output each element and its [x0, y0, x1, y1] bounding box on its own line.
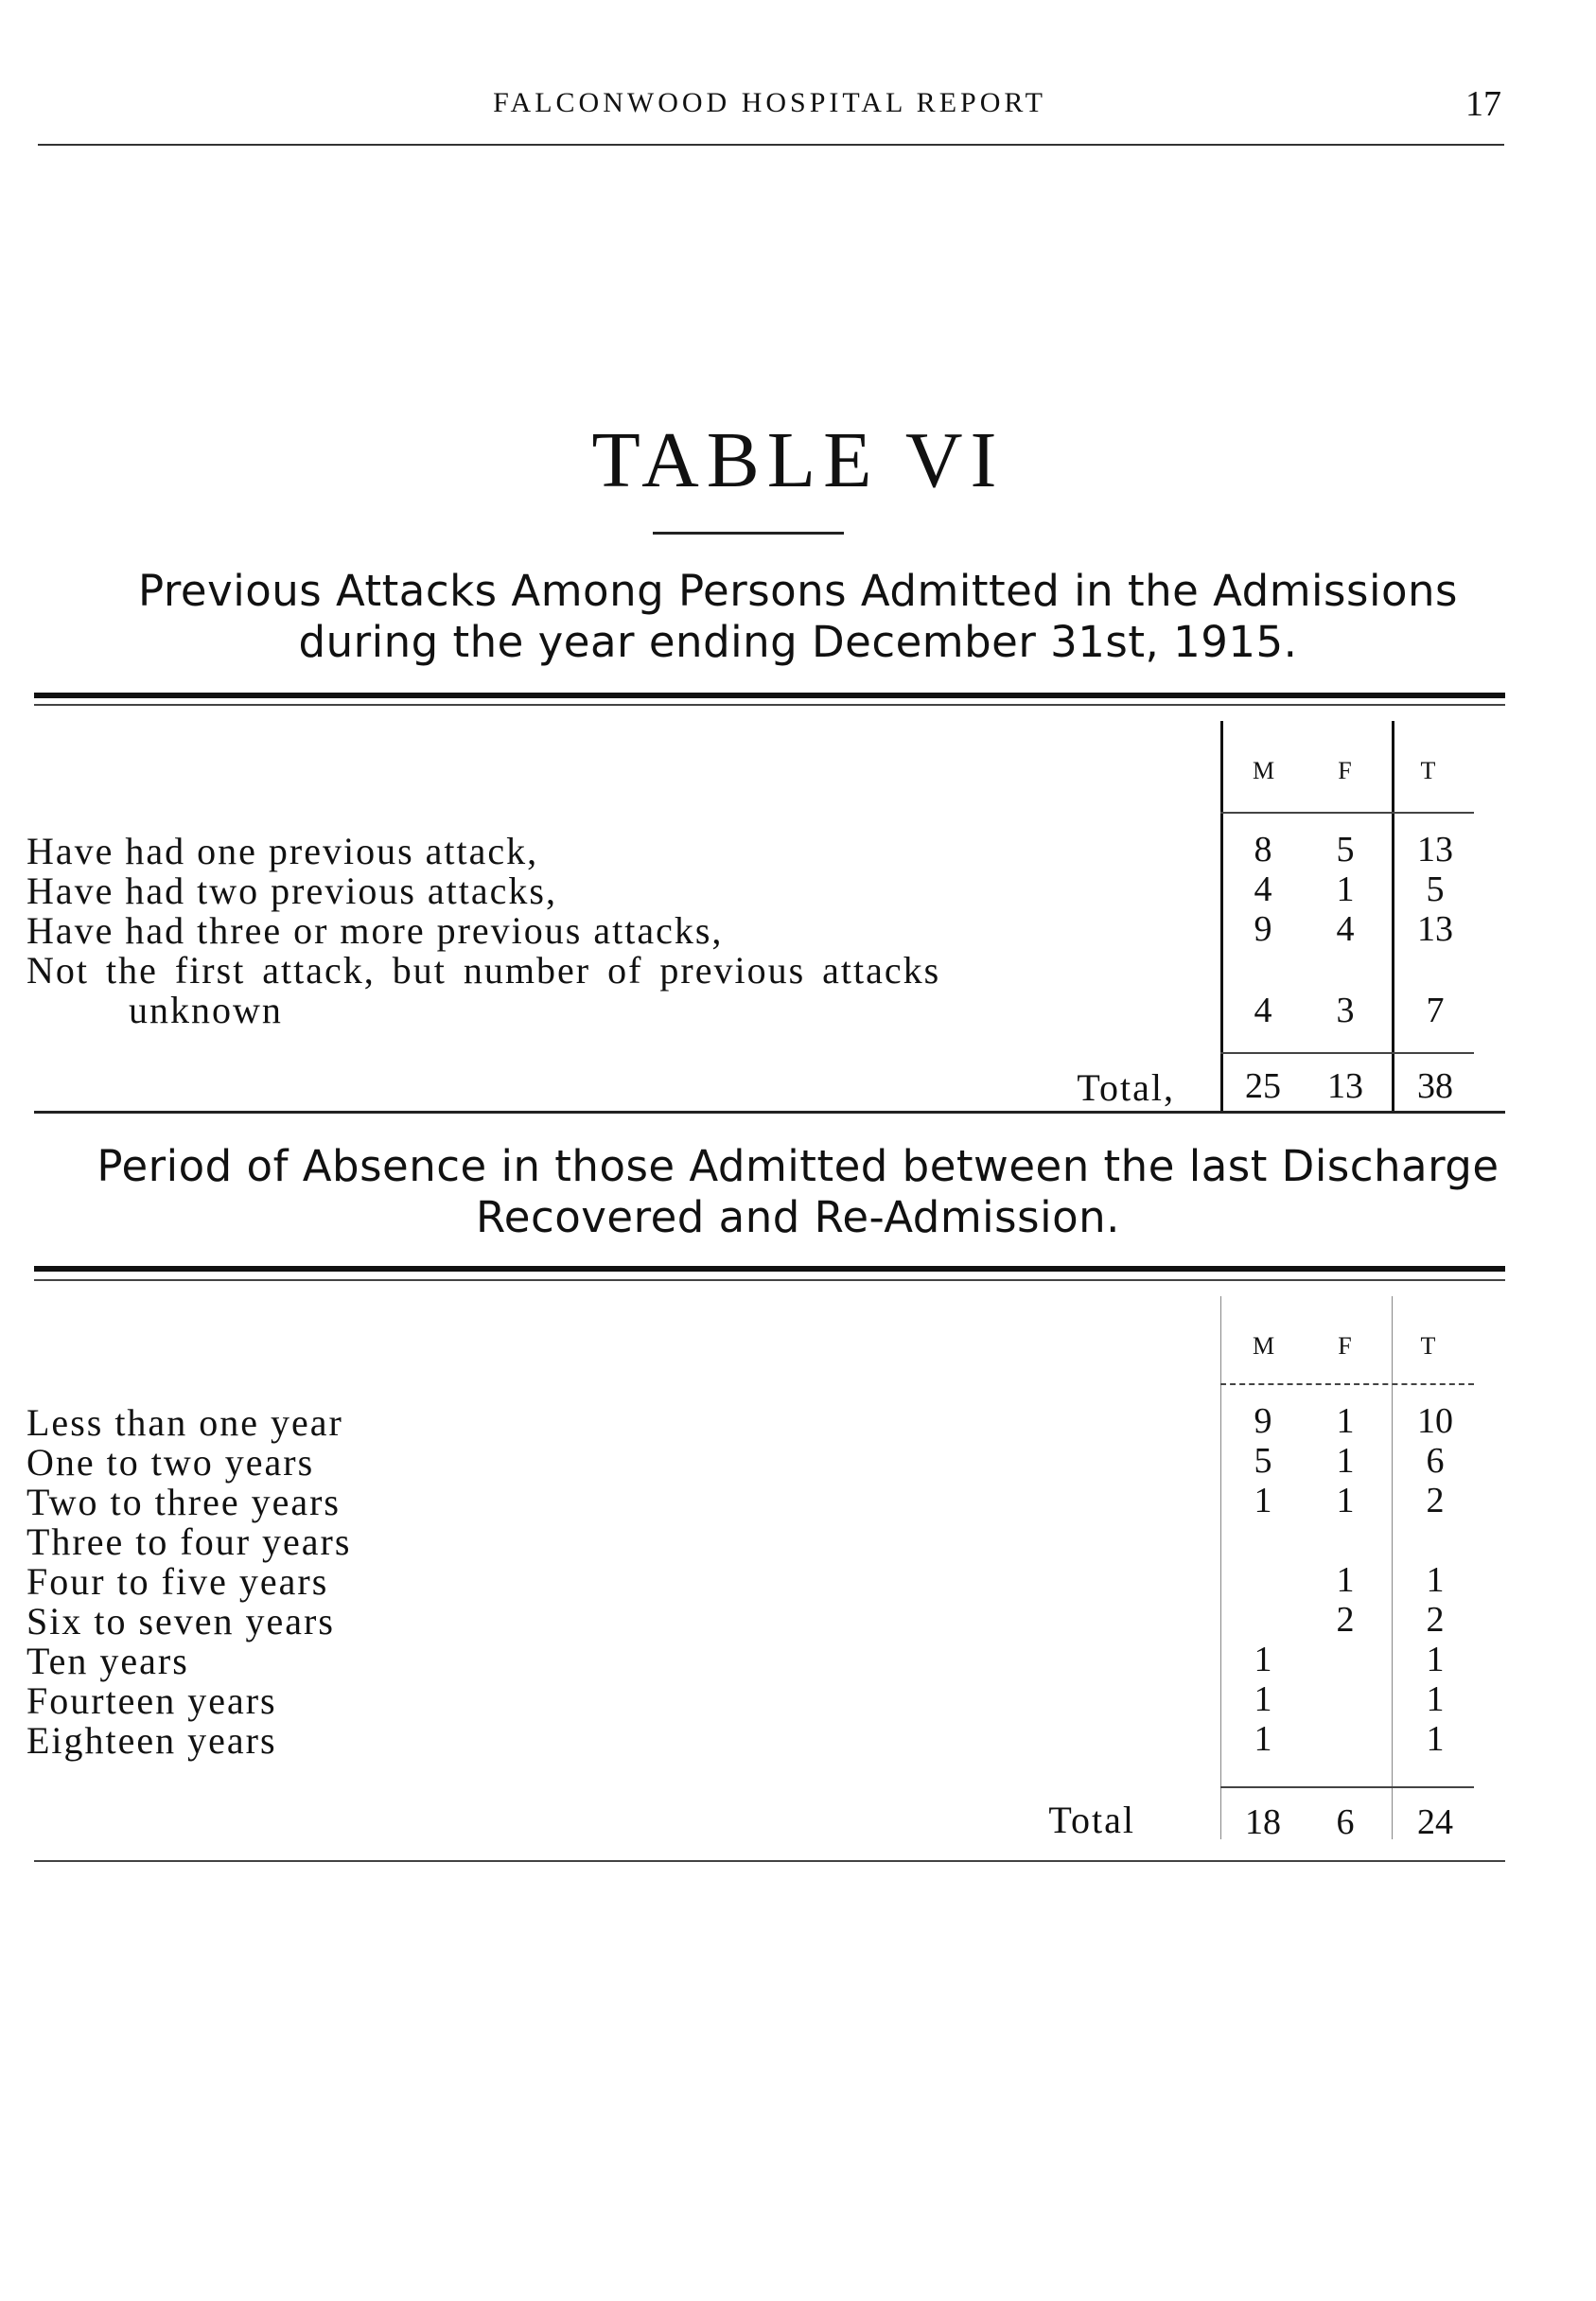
- section2-col-m: M: [1252, 1332, 1276, 1360]
- section2-total-t: 24: [1417, 1802, 1453, 1842]
- section2-vline-right: [1392, 1296, 1393, 1839]
- title-rule: [653, 532, 844, 535]
- section2-row-label: One to two years: [26, 1441, 315, 1484]
- section2-row-label: Four to five years: [26, 1560, 329, 1603]
- section1-top-rule-2: [34, 704, 1505, 706]
- section2-row-t: 1: [1426, 1560, 1445, 1600]
- running-title: FALCONWOOD HOSPITAL REPORT: [493, 87, 1046, 118]
- section2-row-f: 2: [1336, 1600, 1355, 1640]
- section1-bottom-rule: [34, 1111, 1505, 1114]
- section2-row-m: 1: [1254, 1719, 1272, 1759]
- section2-total-rule: [1220, 1786, 1474, 1788]
- section1-heading-line1: Previous Attacks Among Persons Admitted in the Admissions: [138, 566, 1458, 616]
- section1-row-t: 7: [1426, 991, 1445, 1030]
- header-rule: [38, 144, 1504, 146]
- section2-heading-line2: Recovered and Re-Admission.: [476, 1192, 1120, 1242]
- section2-row-m: 5: [1254, 1441, 1272, 1481]
- section2-row-label: Two to three years: [26, 1481, 341, 1523]
- section2-row-m: 1: [1254, 1640, 1272, 1679]
- section1-row-m: 4: [1254, 991, 1272, 1030]
- section1-row-t: 5: [1426, 869, 1445, 909]
- section2-total-f: 6: [1336, 1802, 1355, 1842]
- section2-total-m: 18: [1245, 1802, 1281, 1842]
- section1-row-m: 8: [1254, 830, 1272, 869]
- section2-row-m: 9: [1254, 1401, 1272, 1441]
- section2-top-rule: [34, 1266, 1505, 1272]
- section2-total-label: Total: [1048, 1799, 1135, 1841]
- section2-col-t: T: [1420, 1332, 1437, 1360]
- section1-row-f: 1: [1336, 869, 1355, 909]
- section2-row-t: 1: [1426, 1640, 1445, 1679]
- section2-bottom-rule: [34, 1860, 1505, 1862]
- section2-header-rule: [1220, 1383, 1474, 1385]
- section2-row-f: 1: [1336, 1560, 1355, 1600]
- section2-row-label: Three to four years: [26, 1520, 352, 1563]
- section1-row-m: 9: [1254, 909, 1272, 949]
- section2-row-label: Fourteen years: [26, 1679, 277, 1722]
- section2-heading-line1: Period of Absence in those Admitted between the last Discharge: [96, 1141, 1500, 1191]
- section1-row-m: 4: [1254, 869, 1272, 909]
- section1-row-f: 5: [1336, 830, 1355, 869]
- section1-row-f: 4: [1336, 909, 1355, 949]
- section2-row-f: 1: [1336, 1481, 1355, 1520]
- section2-row-f: 1: [1336, 1441, 1355, 1481]
- table-title: TABLE VI: [591, 416, 1005, 504]
- section2-row-f: 1: [1336, 1401, 1355, 1441]
- section1-row-label: Not the first attack, but number of previous attacks: [26, 949, 941, 992]
- section2-row-t: 1: [1426, 1719, 1445, 1759]
- section1-total-t: 38: [1417, 1066, 1453, 1106]
- section1-total-f: 13: [1327, 1066, 1363, 1106]
- section1-row-t: 13: [1417, 909, 1453, 949]
- section2-row-t: 6: [1426, 1441, 1445, 1481]
- section2-row-label: Ten years: [26, 1640, 189, 1682]
- section2-row-t: 2: [1426, 1600, 1445, 1640]
- section2-row-m: 1: [1254, 1481, 1272, 1520]
- section1-header-rule: [1220, 812, 1474, 814]
- section2-top-rule-2: [34, 1279, 1505, 1281]
- section1-heading-line2: during the year ending December 31st, 1915.: [298, 617, 1298, 667]
- section2-row-label: Eighteen years: [26, 1719, 277, 1762]
- section1-row-t: 13: [1417, 830, 1453, 869]
- section1-col-t: T: [1420, 757, 1437, 784]
- section2-col-f: F: [1338, 1332, 1353, 1360]
- section2-row-t: 1: [1426, 1679, 1445, 1719]
- page-number: 17: [1465, 84, 1501, 124]
- section2-row-label: Less than one year: [26, 1401, 343, 1444]
- section1-top-rule: [34, 693, 1505, 698]
- section1-total-label: Total,: [1077, 1066, 1175, 1109]
- section1-total-m: 25: [1245, 1066, 1281, 1106]
- section1-col-f: F: [1338, 757, 1353, 784]
- section1-row-label: Have had two previous attacks,: [26, 869, 557, 912]
- section2-vline-left: [1220, 1296, 1221, 1839]
- section1-col-m: M: [1252, 757, 1276, 784]
- section1-row-label: Have had three or more previous attacks,: [26, 909, 724, 952]
- section2-row-t: 2: [1426, 1481, 1445, 1520]
- section1-total-rule: [1220, 1052, 1474, 1054]
- section1-row-label-cont: unknown: [129, 989, 283, 1031]
- running-header: [38, 83, 1501, 125]
- section2-row-label: Six to seven years: [26, 1600, 335, 1642]
- section1-row-label: Have had one previous attack,: [26, 830, 539, 872]
- section1-row-f: 3: [1336, 991, 1355, 1030]
- section2-row-m: 1: [1254, 1679, 1272, 1719]
- section2-row-t: 10: [1417, 1401, 1453, 1441]
